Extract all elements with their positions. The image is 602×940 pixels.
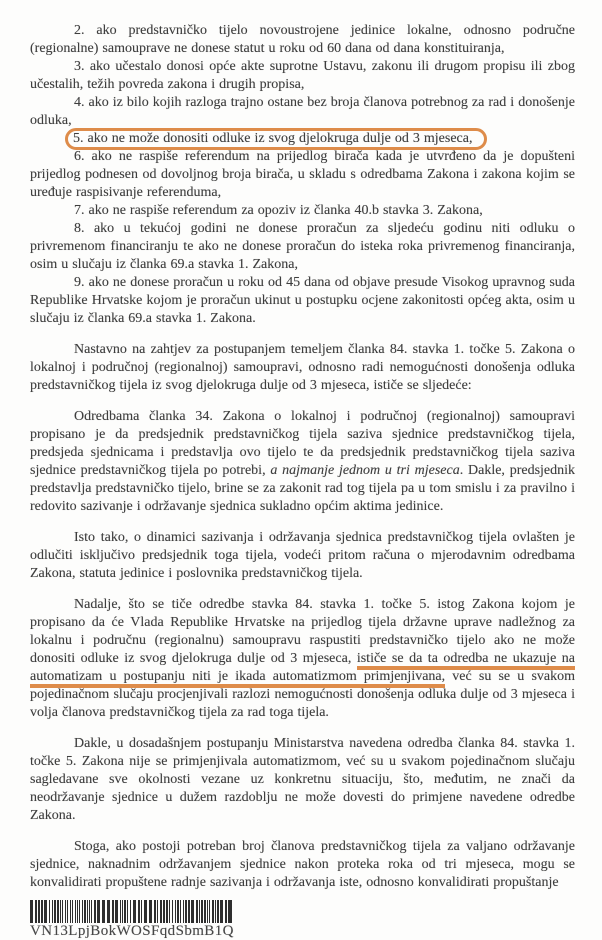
para-dakle bbox=[30, 735, 575, 825]
list-item-6 bbox=[30, 148, 575, 202]
para-nadalje bbox=[30, 596, 575, 722]
para-nastavno bbox=[30, 341, 575, 395]
list-item-4-text: 4. ako iz bilo kojih razloga trajno ostane bez broja članova potrebnog za rad i donošenje odluka, bbox=[30, 95, 575, 128]
list-item-4 bbox=[30, 94, 575, 130]
document-body bbox=[30, 22, 575, 892]
list-item-7-text: 7. ako ne raspiše referendum za opoziv iz članka 40.b stavka 3. Zakona, bbox=[74, 203, 483, 218]
list-item-5-circled-text-circled: 5. ako ne može donositi odluke iz svog djelokruga dulje od 3 mjeseca, bbox=[65, 128, 487, 150]
para-odredbama-text: Odredbama članka 34. Zakona o lokalnoj i područnoj (regionalnoj) samoupravi propisano je da predsjednik predstavničkog tijela saziva sjednice predstavničkog tijela, predsjeda sjednicama i predstavlja ovo tijelo te da predsjednik predstavničkog tijela saziva sjednice predstavničkog tijela po potrebi, bbox=[30, 409, 575, 478]
list-item-9 bbox=[30, 274, 575, 328]
list-item-3-text: 3. ako učestalo donosi opće akte suprotne Ustavu, zakonu ili drugom propisu ili zbog učestalih, težih povreda zakona i drugih propisa, bbox=[30, 59, 575, 92]
list-item-7 bbox=[30, 202, 575, 220]
list-item-2 bbox=[30, 22, 575, 58]
para-stoga-text: Stoga, ako postoji potreban broj članova predstavničkog tijela za valjano održavanje sjednice, naknadnim održavanjem sjednice nakon proteka roka od tri mjeseca, mogu se konvalidirati propuštene radnje sazivanja i održavanja iste, odnosno konvalidirati propuštanje bbox=[30, 839, 575, 890]
list-item-8-text: 8. ako u tekućoj godini ne donese proračun za sljedeću godinu niti odluku o privremenom financiranju te ako ne donese proračun do isteka roka privremenog financiranja, osim u slučaju iz članka 69.a stavka 1. Zakona, bbox=[30, 221, 575, 272]
para-nadalje-text-underline: ističe se da ta odredba ne ukazuje na automatizam u postupanju niti je ikada automatizmom primjenjivana, bbox=[30, 651, 575, 688]
para-odredbama-text-italic: a najmanje jednom u tri mjeseca bbox=[270, 463, 460, 478]
list-item-5-circled bbox=[30, 130, 575, 148]
list-item-2-text: 2. ako predstavničko tijelo novoustrojene jedinice lokalne, odnosno područne (regionalne) samouprave ne donese statut u roku od 60 dana od dana konstituiranja, bbox=[30, 23, 575, 56]
para-odredbama-text: . Dakle, predsjednik predstavlja predstavničko tijelo, brine se za zakonit rad tog tijela pa u tom smislu i za pravilno i redovito sazivanje i održavanje sjednica sukladno općim aktima jedinice. bbox=[30, 463, 576, 514]
para-odredbama bbox=[30, 408, 575, 516]
para-isto-tako bbox=[30, 529, 575, 583]
barcode-image bbox=[30, 900, 236, 923]
para-stoga bbox=[30, 838, 575, 892]
list-item-3 bbox=[30, 58, 575, 94]
list-item-9-text: 9. ako ne donese proračun u roku od 45 dana od objave presude Visokog upravnog suda Republike Hrvatske kojom je proračun ukinut u postupku ocjene zakonitosti općeg akta, osim u slučaju iz članka 69.a stavka 1. Zakona. bbox=[30, 275, 575, 326]
list-item-6-text: 6. ako ne raspiše referendum na prijedlog birača kada je utvrđeno da je dopušteni prijedlog podnesen od dovoljnog broja birača, u skladu s odredbama Zakona i zakona kojim se uređuje raspisivanje referenduma, bbox=[30, 149, 575, 200]
para-nadalje-text: već su se u svakom pojedinačnom slučaju procjenjivali razlozi nemogućnosti donošenja odluka dulje od 3 mjeseca i volja članova predstavničkog tijela za rad toga tijela. bbox=[30, 669, 575, 720]
para-dakle-text: Dakle, u dosadašnjem postupanju Ministarstva navedena odredba članka 84. stavka 1. točke 5. Zakona nije se primjenjivala automatizmom, već su u svakom pojedinačnom slučaju sagledavane sve okolnosti vezane uz konkretnu situaciju, što, međutim, ne znači da neodržavanje sjednice u dužem razdoblju ne može dovesti do primjene navedene odredbe Zakona. bbox=[30, 736, 575, 823]
para-nadalje-text: Nadalje, što se tiče odredbe stavka 84. stavka 1. točke 5. istog Zakona kojom je propisano da će Vlada Republike Hrvatske na prijedlog tijela državne uprave nadležnog za lokalnu i područnu (regionalnu) samoupravu raspustiti predstavničko tijelo ako ne može donositi odluke iz svog djelokruga dulje od 3 mjeseca, bbox=[30, 597, 575, 666]
para-nastavno-text: Nastavno na zahtjev za postupanjem temeljem članka 84. stavka 1. točke 5. Zakona o lokalnoj i područnoj (regionalnoj) samoupravi, odnosno radi nemogućnosti donošenja odluka predstavničkog tijela iz svog djelokruga dulje od 3 mjeseca, ističe se sljedeće: bbox=[30, 342, 575, 393]
para-isto-tako-text: Isto tako, o dinamici sazivanja i održavanja sjednica predstavničkog tijela ovlašten je odlučiti isključivo predsjednik toga tijela, vodeći pritom računa o mjerodavnim odredbama Zakona, statuta jedinice i poslovnika predstavničkog tijela. bbox=[30, 530, 575, 581]
barcode-text: VN13LpjBokWOSFqdSbmB1Q bbox=[30, 923, 234, 939]
list-item-8 bbox=[30, 220, 575, 274]
barcode-block bbox=[30, 900, 575, 940]
